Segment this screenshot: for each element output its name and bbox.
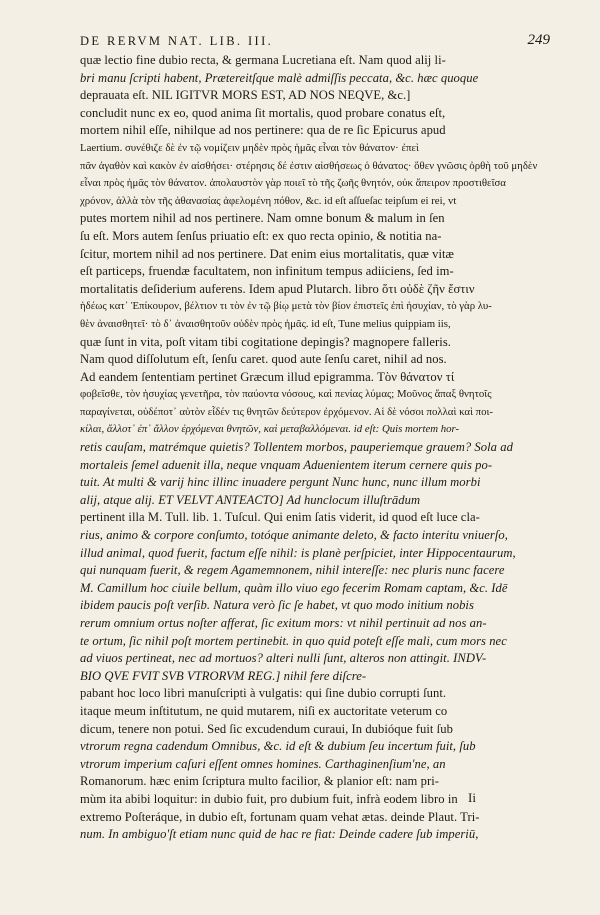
text-line: deprauata eſt. NIL IGITVR MORS EST, AD NOS NEQVE, &c.] [80,88,411,103]
text-line: χρόνον, ἀλλὰ τὸν τῆς ἀθανασίας ἀφελομένη πόθον, &c. id eſt aſſueſac teipſum ei rei, vt [80,194,457,207]
text-line: M. Camillum hoc ciuile bellum, quàm illo viuo ego fecerim Romam captam, &c. Idē [80,580,508,595]
text-line: alij, atque alij. ET VELVT ANTEACTO] Ad hunclocum illuſtrādum [80,492,421,507]
running-title: DE RERVM NAT. LIB. III. [80,34,274,48]
text-line: Nam quod diſſolutum eſt, ſenſu caret. quod aute ſenſu caret, nihil ad nos. [80,352,447,367]
text-line: extremo Poſteráque, in dubio eſt, fortunam quam vehat ætas. deinde Plaut. Tri- [80,809,480,824]
text-line: παραγίνεται, οὐδέποτ᾽ αὐτὸν εἶδέν τις θνητῶν δεύτερον ἐρχόμενον. Αἱ δὲ νόσοι πολλαὶ καὶ ποι- [80,405,494,418]
text-line: bri manu ſcripti habent, Prætereitſque malè admiſſis peccata, &c. hæc quoque [80,70,479,85]
text-line: quæ ſunt in vita, poſt vitam tibi cogitatione depingis? magnopere falleris. [80,334,451,349]
text-line: ſu eſt. Mors autem ſenſus priuatio eſt: ex quo recta opinio, & notitia na- [80,228,442,243]
text-line: mùm ita abibi loquitur: in dubio fuit, pro dubium fuit, infrà eodem libro in [80,791,458,806]
text-line: ſcitur, mortem nihil ad nos pertinere. Dat enim eius mortalitatis, quæ vitæ [80,246,454,261]
text-line: πᾶν ἀγαθὸν καὶ κακὸν ἐν αἰσθήσει· στέρησις δέ ἐστιν αἰσθήσεως ὁ θάνατος· ὅθεν γνῶσις ὀρθὴ τοῦ μηδὲν [80,159,538,172]
text-line: vtrorum imperium caſuri eſſent omnes homines. Carthaginenſium'ne, an [80,756,446,771]
page-header [80,34,550,52]
text-line: putes mortem nihil ad nos pertinere. Nam omne bonum & malum in ſen [80,211,445,226]
text-line: concludit nunc ex eo, quod anima ſit mortalis, quod probare conatus eſt, [80,105,446,120]
text-line: pertinent illa M. Tull. lib. 1. Tuſcul. Qui enim ſatis viderit, id quod eſt luce cla- [80,510,480,525]
text-line: BIO QVE FVIT SVB VTRORVM REG.] nihil fere diſcre- [80,668,367,683]
text-line: εἶναι πρὸς ἡμᾶς τὸν θάνατον. ἀπολαυστὸν γὰρ ποιεῖ τὸ τῆς ζωῆς θνητόν, οὐκ ἄπειρον προστιθεῖσα [80,177,506,190]
text-line: tuit. At multi & varij hinc illinc inuadere pergunt Nunc hunc, nunc illum morbi [80,475,481,490]
text-line: Laertium. συνέθιζε δὲ ἐν τῷ νομίζειν μηδὲν πρὸς ἡμᾶς εἶναι τὸν θάνατον· ἐπεὶ [80,141,419,154]
text-line: φοβεῖσθε, τὸν ἡσυχίας γενετῆρα, τὸν παύοντα νόσους, καὶ πενίας λύμας; Μοῦνος ἅπαξ θνητοῖς [80,388,492,401]
text-line: eſt particeps, fruendæ facultatem, non infinitum tempus adiiciens, ſed im- [80,264,454,279]
signature-mark: Ii [468,790,476,805]
text-line: rius, animo & corpore conſumto, totóque animante deleto, & facto interitu vniuerſo, [80,528,508,543]
page-number: 249 [527,32,550,48]
text-line: Ad eandem ſententiam pertinet Græcum illud epigramma. Τὸν θάνατον τί [80,369,455,384]
text-line: quæ lectio fine dubio recta, & germana Lucretiana eſt. Nam quod alij li- [80,53,446,67]
text-line: ad viuos pertineat, nec ad mortuos? alteri nulli ſunt, alteros non attingit. INDV- [80,651,487,666]
commentary-text [80,52,550,844]
text-line: ἡδέως κατ᾽ Ἐπίκουρον, βέλτιον τι τὸν ἐν τῷ βίῳ μετὰ τὸν βίον ἐπιστεῖς ἐπὶ ἡσυχίαν, τὸ γὰρ λυ- [80,300,492,313]
text-line: Romanorum. hæc enim ſcriptura multo facilior, & planior eſt: nam pri- [80,774,439,789]
text-line: vtrorum regna cadendum Omnibus, &c. id eſt & dubium ſeu incertum fuit, ſub [80,739,476,754]
text-line: mortalitatis deſiderium auferens. Idem apud Plutarch. libro ὅτι οὐδὲ ζῆν ἔστιν [80,281,475,296]
text-line: illud animal, quod fuerit, factum eſſe nihil: is planè perſpiciet, inter Hippocentaurum, [80,545,516,560]
text-line: mortaleis ſemel aduenit illa, neque vnquam Aduenientem iterum cernere quis po- [80,457,493,472]
text-line: pabant hoc loco libri manuſcripti à vulgatis: qui ſine dubio corrupti ſunt. [80,686,447,701]
text-line: rerum omnium ortus noſter afferat, ſic exitum mors: vt nihil pertinuit ad nos an- [80,616,487,630]
text-line: te ortum, ſic nihil poſt mortem pertinebit. in quo quid poteſt eſſe mali, cum mors nec [80,633,507,648]
text-line: num. In ambiguo'ſt etiam nunc quid de hac re fiat: Deinde cadere ſub imperiū, [80,827,479,842]
text-line: itaque meum inſtitutum, ne quid mutarem, niſi ex auctoritate veterum co [80,703,448,718]
text-line: dicum, tenere non potui. Sed ſic excudendum curaui, In dubióque fuit ſub [80,721,453,736]
text-line: κίλαι, ἄλλοτ᾽ ἐπ᾽ ἄλλον ἐρχόμεναι θνητῶν, καὶ μεταβαλλόμεναι. id eſt: Quis mortem hor- [80,423,460,436]
text-line: ibidem paucis poſt verſib. Natura verò ſic ſe habet, vt quo modo initium nobis [80,598,474,613]
text-line: mortem nihil eſſe, nihilque ad nos pertinere: qua de re ſic Epicurus apud [80,123,446,138]
text-line: θὲν ἀναισθητεῖ· τὸ δ᾽ ἀναισθητοῦν οὐδὲν πρὸς ἡμᾶς. id eſt, Tune melius quippiam iis, [80,317,451,330]
text-line: retis cauſam, matrémque quietis? Tollentem morbos, pauperiemque grauem? Sola ad [80,440,513,455]
text-line: qui nunquam fuerit, & regem Agamemnonem, nihil intereſſe: nec pluris nunc facere [80,563,505,578]
